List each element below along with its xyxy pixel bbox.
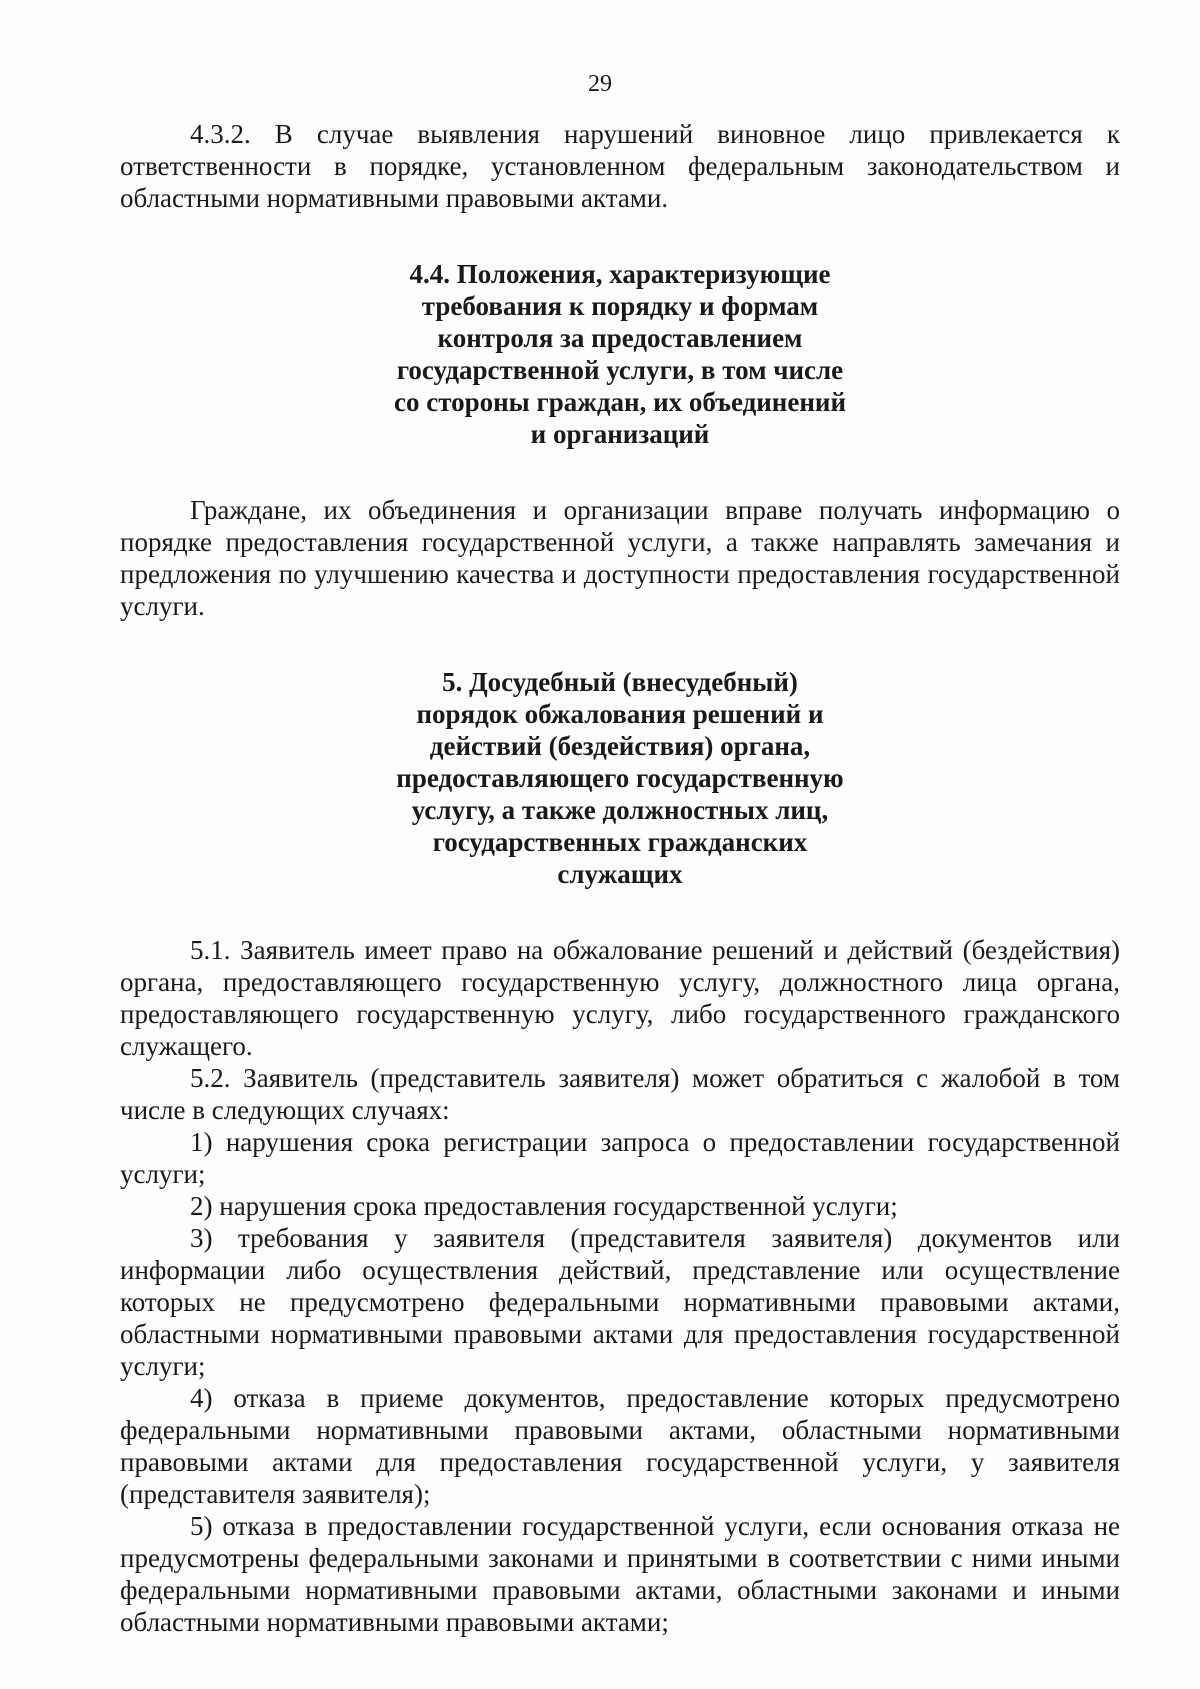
heading-line: служащих — [557, 859, 683, 889]
paragraph-citizens-info: Граждане, их объединения и организации вправе получать информацию о порядке предоставления государственной услуги, а также направлять замечания и предложения по улучшению качества и доступности предоставления государственной услуги. — [120, 495, 1120, 621]
heading-line: 5. Досудебный (внесудебный) — [442, 667, 798, 697]
heading-line: и организаций — [530, 419, 710, 449]
paragraph-4-3-2: 4.3.2. В случае выявления нарушений виновное лицо привлекается к ответственности в порядке, установленном федеральным законодательством и областными нормативными правовыми актами. — [120, 119, 1120, 213]
heading-line: предоставляющего государственную — [396, 763, 844, 793]
list-item-2: 2) нарушения срока предоставления государственной услуги; — [190, 1191, 898, 1221]
heading-line: со стороны граждан, их объединений — [393, 387, 847, 417]
list-item-4: 4) отказа в приеме документов, предоставление которых предусмотрено федеральными нормативными правовыми актами, областными нормативными правовыми актами для предоставления государственной услуги, у заявителя (представителя заявителя); — [120, 1383, 1120, 1509]
list-item-1: 1) нарушения срока регистрации запроса о предоставлении государственной услуги; — [120, 1127, 1120, 1189]
page-number: 29 — [588, 71, 612, 97]
heading-line: действий (бездействия) органа, — [429, 731, 811, 761]
heading-line: услугу, а также должностных лиц, — [411, 795, 829, 825]
list-item-5: 5) отказа в предоставлении государственной услуги, если основания отказа не предусмотрены федеральными законами и принятыми в соответствии с ними иными федеральными нормативными правовыми актами, областными законами и иными областными нормативными правовыми актами; — [120, 1511, 1120, 1637]
heading-line: контроля за предоставлением — [437, 323, 803, 353]
heading-line: порядок обжалования решений и — [416, 699, 824, 729]
section-heading-4-4 — [120, 258, 1120, 450]
heading-line: 4.4. Положения, характеризующие — [409, 259, 831, 289]
heading-line: государственной услуги, в том числе — [396, 355, 844, 385]
document-body — [120, 118, 1120, 1638]
heading-line: государственных гражданских — [432, 827, 808, 857]
paragraph-5-2: 5.2. Заявитель (представитель заявителя) может обратиться с жалобой в том числе в следующих случаях: — [120, 1063, 1120, 1125]
paragraph-5-1: 5.1. Заявитель имеет право на обжалование решений и действий (бездействия) органа, предоставляющего государственную услугу, должностного лица органа, предоставляющего государственную услугу, либо государственного гражданского служащего. — [120, 935, 1120, 1061]
list-item-3: 3) требования у заявителя (представителя заявителя) документов или информации либо осуществления действий, представление или осуществление которых не предусмотрено федеральными нормативными правовыми актами, областными нормативными правовыми актами для предоставления государственной услуги; — [120, 1223, 1120, 1381]
section-heading-5 — [120, 666, 1120, 890]
heading-line: требования к порядку и формам — [421, 291, 819, 321]
